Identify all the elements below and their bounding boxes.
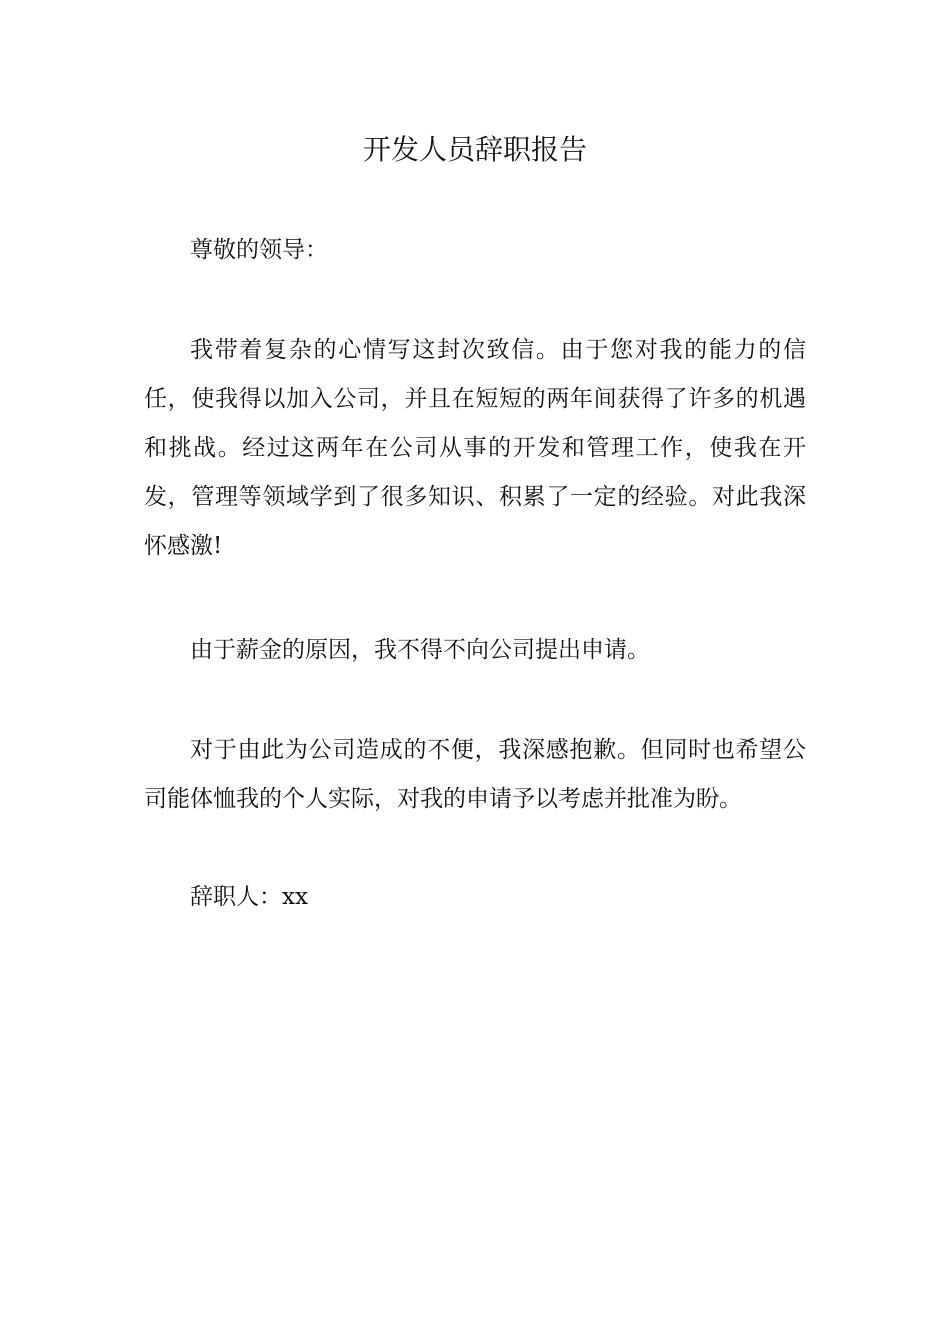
- body-paragraph-apology: 对于由此为公司造成的不便，我深感抱歉。但同时也希望公司能体恤我的个人实际，对我的申请予以考虑并批准为盼。: [144, 737, 806, 812]
- body-paragraph-reason: 由于薪金的原因，我不得不向公司提出申请。: [190, 637, 650, 663]
- signature-line: 辞职人：xx: [190, 884, 308, 910]
- salutation: 尊敬的领导：: [190, 237, 328, 263]
- body-paragraph-gratitude: 我带着复杂的心情写这封次致信。由于您对我的能力的信任，使我得以加入公司，并且在短短的两年间获得了许多的机遇和挑战。经过这两年在公司从事的开发和管理工作，使我在开发，管理等领域学到了很多知识、积累了一定的经验。对此我深怀感激!: [144, 337, 806, 559]
- document-title: 开发人员辞职报告: [362, 133, 587, 166]
